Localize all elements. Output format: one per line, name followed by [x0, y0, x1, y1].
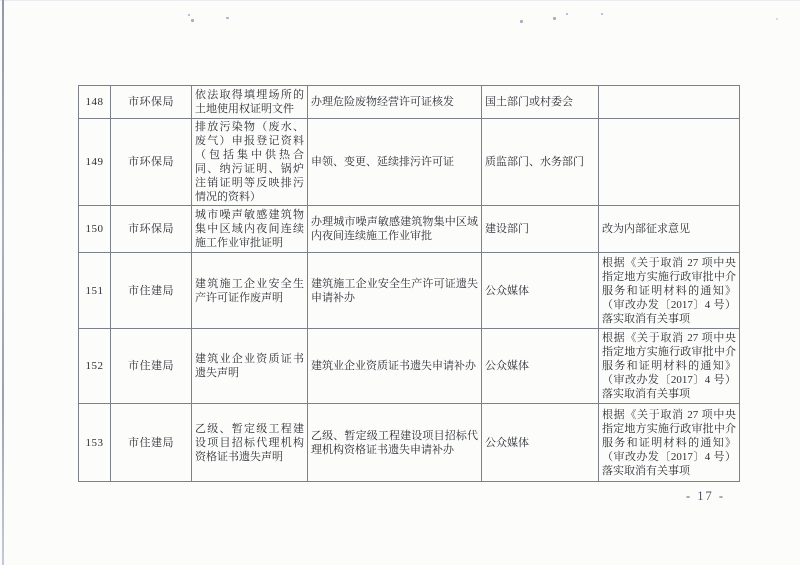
remark-cell: 改为内部征求意见 — [599, 206, 740, 253]
scan-speckle — [520, 20, 523, 23]
remark-cell: 根据《关于取消 27 项中央指定地方实施行政审批中介服务和证明材料的通知》（审改办发〔2017〕4 号）落实取消有关事项 — [599, 404, 740, 482]
department-cell: 市住建局 — [111, 329, 192, 404]
certificate-item-cell: 排放污染物（废水、废气）申报登记资料（包括集中供热合同、纳污证明、锅炉注销证明等反映排污情况的资料） — [192, 119, 308, 206]
certificate-item-cell: 乙级、暂定级工程建设项目招标代理机构资格证书遗失声明 — [192, 404, 308, 482]
scan-speckle — [566, 13, 568, 15]
handling-matter-cell: 办理城市噪声敏感建筑物集中区域内夜间连续施工作业审批 — [308, 206, 482, 253]
page-number: - 17 - — [686, 489, 726, 503]
table-row — [79, 253, 740, 329]
scan-speckle — [553, 17, 556, 20]
table-row — [79, 206, 740, 253]
scan-speckle — [191, 19, 194, 22]
related-org-cell: 公众媒体 — [482, 253, 599, 329]
table-row — [79, 86, 740, 119]
row-number: 152 — [79, 329, 111, 404]
department-cell: 市环保局 — [111, 119, 192, 206]
certificate-item-cell: 依法取得填埋场所的土地使用权证明文件 — [192, 86, 308, 119]
remark-cell: 根据《关于取消 27 项中央指定地方实施行政审批中介服务和证明材料的通知》（审改办发〔2017〕4 号）落实取消有关事项 — [599, 253, 740, 329]
row-number: 153 — [79, 404, 111, 482]
scan-speckle — [601, 13, 603, 15]
certificates-table — [78, 85, 740, 482]
scan-speckle — [226, 17, 229, 19]
handling-matter-cell: 申领、变更、延续排污许可证 — [308, 119, 482, 206]
handling-matter-cell: 建筑施工企业安全生产许可证遗失申请补办 — [308, 253, 482, 329]
remark-cell: 根据《关于取消 27 项中央指定地方实施行政审批中介服务和证明材料的通知》（审改办发〔2017〕4 号）落实取消有关事项 — [599, 329, 740, 404]
scan-top-edge — [0, 0, 800, 1]
table-row — [79, 329, 740, 404]
related-org-cell: 建设部门 — [482, 206, 599, 253]
related-org-cell: 国土部门或村委会 — [482, 86, 599, 119]
remark-cell — [599, 86, 740, 119]
scan-speckle — [188, 14, 190, 16]
department-cell: 市环保局 — [111, 206, 192, 253]
department-cell: 市住建局 — [111, 253, 192, 329]
certificate-item-cell: 建筑施工企业安全生产许可证作废声明 — [192, 253, 308, 329]
remark-cell — [599, 119, 740, 206]
certificate-item-cell: 城市噪声敏感建筑物集中区域内夜间连续施工作业审批证明 — [192, 206, 308, 253]
related-org-cell: 公众媒体 — [482, 404, 599, 482]
row-number: 148 — [79, 86, 111, 119]
related-org-cell: 质监部门、水务部门 — [482, 119, 599, 206]
handling-matter-cell: 建筑业企业资质证书遗失申请补办 — [308, 329, 482, 404]
handling-matter-cell: 办理危险废物经营许可证核发 — [308, 86, 482, 119]
related-org-cell: 公众媒体 — [482, 329, 599, 404]
row-number: 151 — [79, 253, 111, 329]
scan-speckle — [776, 18, 778, 20]
table-row — [79, 119, 740, 206]
row-number: 149 — [79, 119, 111, 206]
scan-edge-line — [2, 0, 4, 565]
department-cell: 市住建局 — [111, 404, 192, 482]
handling-matter-cell: 乙级、暂定级工程建设项目招标代理机构资格证书遗失申请补办 — [308, 404, 482, 482]
certificate-item-cell: 建筑业企业资质证书遗失声明 — [192, 329, 308, 404]
department-cell: 市环保局 — [111, 86, 192, 119]
row-number: 150 — [79, 206, 111, 253]
table-row — [79, 404, 740, 482]
